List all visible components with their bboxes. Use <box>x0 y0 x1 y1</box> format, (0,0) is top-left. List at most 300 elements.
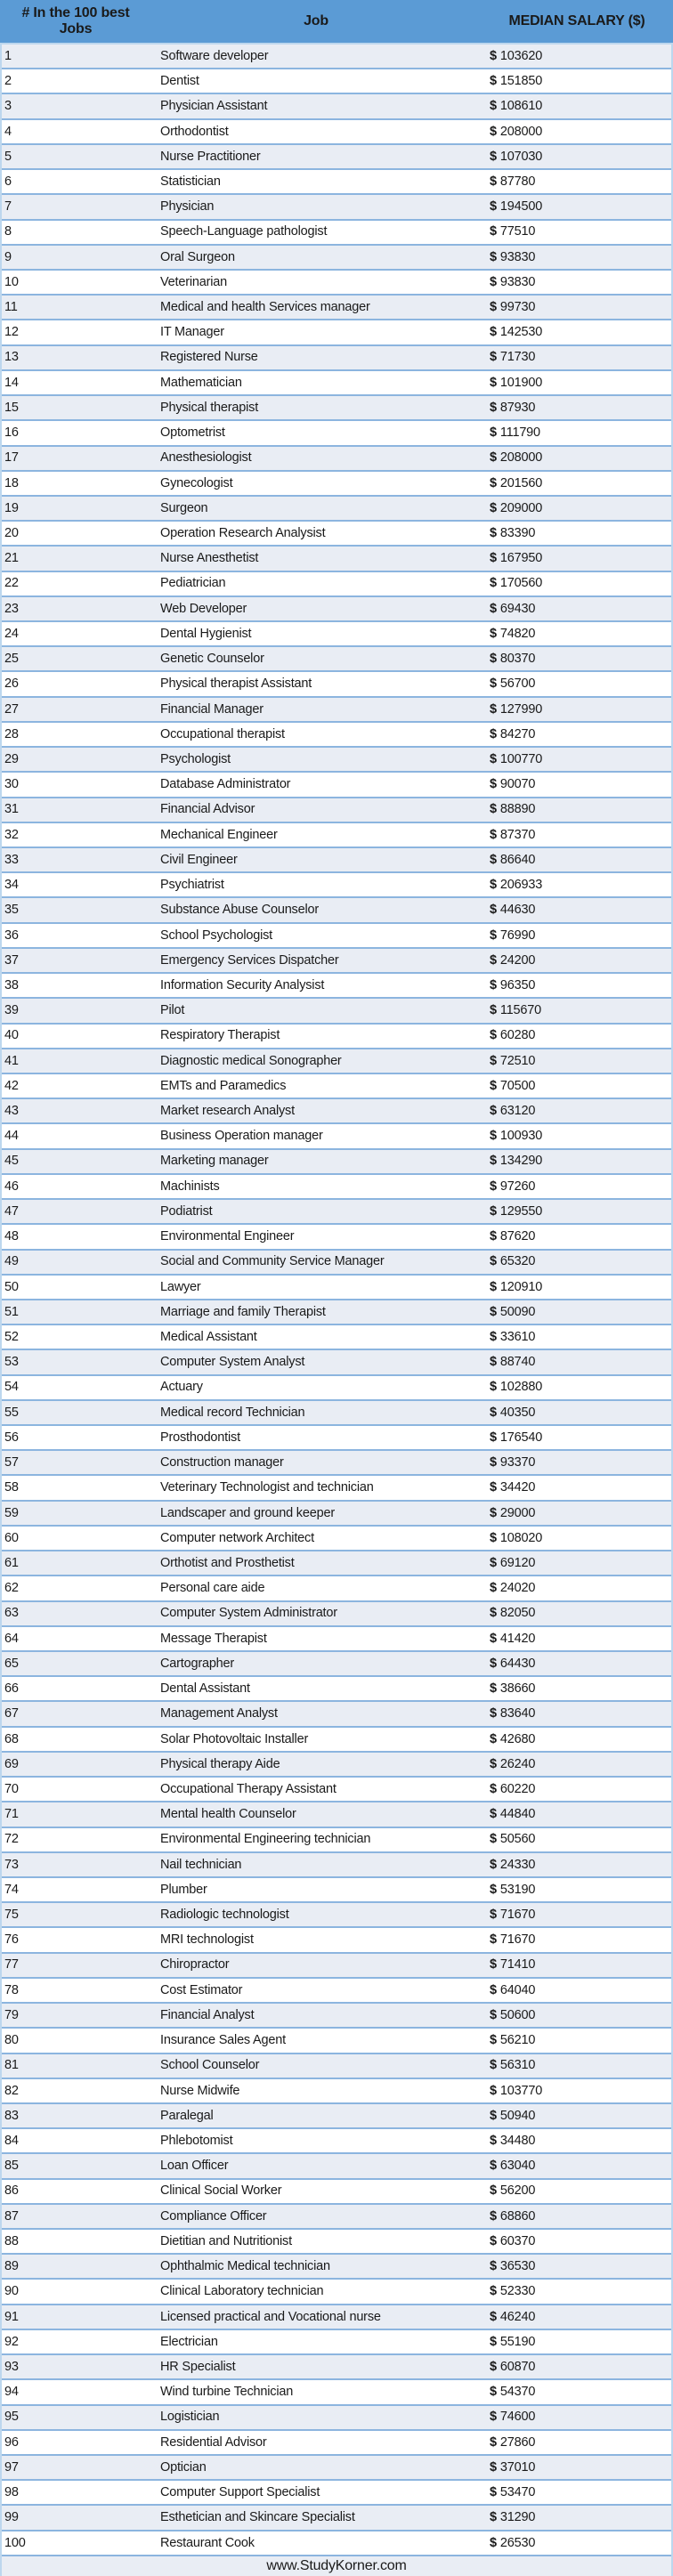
dollar-sign: $ <box>490 2108 497 2123</box>
table-row <box>2 2079 671 2104</box>
salary-amount: 24330 <box>499 1857 536 1872</box>
rank-cell: 65 <box>4 1656 19 1671</box>
rank-cell: 63 <box>4 1606 19 1621</box>
salary-amount: 87370 <box>499 827 536 842</box>
table-row <box>2 1200 671 1225</box>
rank-cell: 61 <box>4 1555 19 1570</box>
salary-cell <box>479 803 671 816</box>
salary-cell <box>479 2184 671 2198</box>
salary-cell <box>479 1958 671 1972</box>
salary-amount: 34480 <box>499 2134 536 2149</box>
rank-cell: 4 <box>4 124 12 139</box>
dollar-sign: $ <box>490 1053 497 1068</box>
table-row <box>2 45 671 69</box>
salary-cell <box>479 677 671 691</box>
job-cell: Cost Estimator <box>160 1982 243 1997</box>
job-cell: Loan Officer <box>160 2159 229 2174</box>
rank-cell: 83 <box>4 2108 19 2123</box>
job-cell: Phlebotomist <box>160 2134 233 2149</box>
rank-cell: 2 <box>4 74 12 89</box>
rank-cell: 37 <box>4 952 19 968</box>
rank-cell: 90 <box>4 2284 19 2299</box>
rank-cell: 53 <box>4 1355 19 1370</box>
table-row <box>2 974 671 999</box>
rank-cell: 18 <box>4 475 19 490</box>
job-cell: Podiatrist <box>160 1203 213 1219</box>
job-cell: Nurse Midwife <box>160 2083 240 2098</box>
dollar-sign: $ <box>490 652 497 667</box>
table-row <box>2 1602 671 1627</box>
job-cell: Occupational Therapy Assistant <box>160 1781 336 1796</box>
salary-cell <box>479 477 671 490</box>
dollar-sign: $ <box>490 2159 497 2174</box>
job-cell: Mechanical Engineer <box>160 827 278 842</box>
table-row <box>2 1350 671 1375</box>
job-cell: Pilot <box>160 1003 185 1018</box>
table-row <box>2 1702 671 1727</box>
rank-cell: 23 <box>4 601 19 616</box>
salary-cell <box>479 50 671 63</box>
dollar-sign: $ <box>490 224 497 239</box>
salary-amount: 46240 <box>499 2309 536 2324</box>
table-row <box>2 2481 671 2506</box>
job-cell: Computer Support Specialist <box>160 2485 320 2500</box>
rank-cell: 73 <box>4 1857 19 1872</box>
table-row <box>2 195 671 220</box>
dollar-sign: $ <box>490 852 497 867</box>
salary-cell <box>479 1456 671 1470</box>
table-row <box>2 421 671 446</box>
table-row <box>2 170 671 195</box>
dollar-sign: $ <box>490 1179 497 1194</box>
salary-amount: 53470 <box>499 2485 536 2500</box>
rank-cell: 15 <box>4 400 19 415</box>
rank-cell: 44 <box>4 1129 19 1144</box>
dollar-sign: $ <box>490 1706 497 1721</box>
dollar-sign: $ <box>490 726 497 741</box>
salary-cell <box>479 1682 671 1696</box>
rank-cell: 12 <box>4 325 19 340</box>
salary-cell <box>479 1180 671 1194</box>
rank-cell: 82 <box>4 2083 19 2098</box>
table-row <box>2 798 671 823</box>
dollar-sign: $ <box>490 1129 497 1144</box>
salary-cell <box>479 2085 671 2098</box>
salary-cell <box>479 628 671 641</box>
salary-cell <box>479 1507 671 1520</box>
job-cell: Web Developer <box>160 601 247 616</box>
salary-amount: 74600 <box>499 2410 536 2425</box>
rank-cell: 68 <box>4 1731 19 1746</box>
job-cell: School Counselor <box>160 2058 260 2073</box>
salary-cell <box>479 2537 671 2550</box>
job-cell: Insurance Sales Agent <box>160 2033 286 2048</box>
salary-amount: 27860 <box>499 2434 536 2450</box>
salary-cell <box>479 2511 671 2524</box>
salary-amount: 87930 <box>499 400 536 415</box>
salary-amount: 68860 <box>499 2208 536 2224</box>
job-cell: Operation Research Analysist <box>160 526 326 541</box>
salary-amount: 206933 <box>499 878 543 893</box>
salary-cell <box>479 225 671 239</box>
salary-cell <box>479 2210 671 2224</box>
job-cell: Financial Manager <box>160 701 264 717</box>
table-row <box>2 1376 671 1401</box>
dollar-sign: $ <box>490 2485 497 2500</box>
dollar-sign: $ <box>490 1857 497 1872</box>
dollar-sign: $ <box>490 777 497 792</box>
job-cell: Computer System Analyst <box>160 1355 305 1370</box>
salary-cell <box>479 377 671 390</box>
website-text: www.StudyKorner.com <box>266 2558 407 2573</box>
table-row <box>2 723 671 748</box>
dollar-sign: $ <box>490 701 497 717</box>
salary-cell <box>479 577 671 590</box>
table-row <box>2 2054 671 2079</box>
dollar-sign: $ <box>490 1405 497 1420</box>
salary-cell <box>479 1356 671 1369</box>
job-cell: Orthodontist <box>160 124 229 139</box>
rank-cell: 88 <box>4 2233 19 2248</box>
dollar-sign: $ <box>490 1932 497 1948</box>
dollar-sign: $ <box>490 325 497 340</box>
dollar-sign: $ <box>490 2334 497 2349</box>
rank-cell: 84 <box>4 2134 19 2149</box>
salary-amount: 208000 <box>499 124 543 139</box>
salary-amount: 42680 <box>499 1731 536 1746</box>
table-row <box>2 873 671 898</box>
job-cell: Nurse Practitioner <box>160 149 261 164</box>
table-row <box>2 346 671 371</box>
salary-amount: 129550 <box>499 1203 543 1219</box>
salary-amount: 83390 <box>499 526 536 541</box>
salary-cell <box>479 1381 671 1394</box>
salary-cell <box>479 1657 671 1671</box>
table-row <box>2 1778 671 1802</box>
salary-amount: 100770 <box>499 751 543 766</box>
salary-cell <box>479 1607 671 1620</box>
salary-cell <box>479 1230 671 1243</box>
table-row <box>2 1627 671 1652</box>
dollar-sign: $ <box>490 2410 497 2425</box>
dollar-sign: $ <box>490 1656 497 1671</box>
rank-cell: 34 <box>4 878 19 893</box>
rank-cell: 47 <box>4 1203 19 1219</box>
rank-cell: 36 <box>4 928 19 943</box>
salary-amount: 201560 <box>499 475 543 490</box>
footer <box>0 2556 673 2576</box>
salary-amount: 151850 <box>499 74 543 89</box>
job-cell: Software developer <box>160 48 269 63</box>
salary-amount: 44840 <box>499 1807 536 1822</box>
salary-amount: 34420 <box>499 1480 536 1495</box>
table-row <box>2 1903 671 1928</box>
salary-amount: 71670 <box>499 1908 536 1923</box>
salary-cell <box>479 879 671 892</box>
dollar-sign: $ <box>490 2434 497 2450</box>
header-job-column: Job <box>304 13 328 29</box>
table-row <box>2 1325 671 1350</box>
job-cell: Medical record Technician <box>160 1405 305 1420</box>
dollar-sign: $ <box>490 1505 497 1520</box>
table-row <box>2 647 671 672</box>
salary-amount: 115670 <box>499 1003 541 1018</box>
salary-amount: 54370 <box>499 2385 536 2400</box>
table-row <box>2 371 671 396</box>
job-cell: Mental health Counselor <box>160 1807 296 1822</box>
job-cell: Market research Analyst <box>160 1104 295 1119</box>
rank-cell: 27 <box>4 701 19 717</box>
salary-cell <box>479 2336 671 2349</box>
dollar-sign: $ <box>490 1832 497 1847</box>
salary-cell <box>479 2386 671 2399</box>
table-row <box>2 924 671 949</box>
salary-amount: 38660 <box>499 1681 536 1697</box>
salary-cell <box>479 2311 671 2324</box>
rank-cell: 32 <box>4 827 19 842</box>
rank-cell: 100 <box>4 2535 26 2550</box>
rank-cell: 35 <box>4 903 19 918</box>
table-row <box>2 2330 671 2355</box>
dollar-sign: $ <box>490 1355 497 1370</box>
salary-amount: 31290 <box>499 2510 536 2525</box>
salary-cell <box>479 2410 671 2424</box>
salary-cell <box>479 527 671 540</box>
dollar-sign: $ <box>490 1908 497 1923</box>
dollar-sign: $ <box>490 149 497 164</box>
rank-cell: 1 <box>4 48 12 63</box>
job-cell: Wind turbine Technician <box>160 2385 294 2400</box>
salary-cell <box>479 2361 671 2374</box>
dollar-sign: $ <box>490 977 497 992</box>
salary-cell <box>479 2235 671 2248</box>
salary-amount: 88890 <box>499 802 536 817</box>
salary-amount: 176540 <box>499 1430 543 1445</box>
salary-cell <box>479 652 671 666</box>
table-row <box>2 1527 671 1551</box>
table-row <box>2 522 671 547</box>
dollar-sign: $ <box>490 2058 497 2073</box>
table-body <box>0 45 673 2556</box>
table-row <box>2 1025 671 1049</box>
dollar-sign: $ <box>490 274 497 289</box>
rank-cell: 89 <box>4 2259 19 2274</box>
job-cell: Physical therapist <box>160 400 259 415</box>
salary-amount: 83640 <box>499 1706 536 1721</box>
job-cell: IT Manager <box>160 325 224 340</box>
salary-cell <box>479 1481 671 1495</box>
rank-cell: 98 <box>4 2485 19 2500</box>
table-row <box>2 572 671 597</box>
dollar-sign: $ <box>490 2134 497 2149</box>
dollar-sign: $ <box>490 1254 497 1269</box>
dollar-sign: $ <box>490 249 497 264</box>
job-cell: Speech-Language pathologist <box>160 224 328 239</box>
salary-amount: 93830 <box>499 249 536 264</box>
salary-amount: 84270 <box>499 726 536 741</box>
salary-amount: 69430 <box>499 601 536 616</box>
table-row <box>2 221 671 246</box>
salary-cell <box>479 1532 671 1545</box>
salary-cell <box>479 2159 671 2173</box>
salary-cell <box>479 326 671 339</box>
dollar-sign: $ <box>490 500 497 515</box>
dollar-sign: $ <box>490 2309 497 2324</box>
dollar-sign: $ <box>490 1203 497 1219</box>
job-cell: Nurse Anesthetist <box>160 551 259 566</box>
salary-amount: 65320 <box>499 1254 536 1269</box>
job-cell: Mathematician <box>160 375 242 390</box>
table-row <box>2 296 671 320</box>
salary-cell <box>479 150 671 164</box>
rank-cell: 3 <box>4 99 12 114</box>
salary-cell <box>479 1004 671 1017</box>
table-row <box>2 1728 671 1753</box>
salary-amount: 76990 <box>499 928 536 943</box>
salary-amount: 87780 <box>499 174 536 189</box>
job-cell: Ophthalmic Medical technician <box>160 2259 330 2274</box>
dollar-sign: $ <box>490 1581 497 1596</box>
rank-cell: 69 <box>4 1756 19 1771</box>
rank-cell: 76 <box>4 1932 19 1948</box>
rank-cell: 85 <box>4 2159 19 2174</box>
rank-cell: 31 <box>4 802 19 817</box>
job-cell: Clinical Social Worker <box>160 2183 282 2199</box>
dollar-sign: $ <box>490 1606 497 1621</box>
salary-cell <box>479 1557 671 1570</box>
header-salary-column: MEDIAN SALARY ($) <box>508 13 645 29</box>
job-cell: EMTs and Paramedics <box>160 1078 287 1093</box>
job-cell: Occupational therapist <box>160 726 285 741</box>
dollar-sign: $ <box>490 2259 497 2274</box>
rank-cell: 67 <box>4 1706 19 1721</box>
salary-amount: 88740 <box>499 1355 536 1370</box>
job-cell: Compliance Officer <box>160 2208 267 2224</box>
salary-cell <box>479 603 671 616</box>
rank-cell: 5 <box>4 149 12 164</box>
header-rank-column: # In the 100 best Jobs <box>21 5 130 36</box>
rank-cell: 50 <box>4 1279 19 1294</box>
dollar-sign: $ <box>490 1104 497 1119</box>
salary-amount: 102880 <box>499 1380 543 1395</box>
salary-cell <box>479 753 671 766</box>
salary-amount: 63040 <box>499 2159 536 2174</box>
rank-cell: 49 <box>4 1254 19 1269</box>
salary-amount: 60870 <box>499 2359 536 2374</box>
salary-amount: 64430 <box>499 1656 536 1671</box>
job-cell: Respiratory Therapist <box>160 1028 280 1043</box>
table-row <box>2 1225 671 1250</box>
table-row <box>2 447 671 472</box>
rank-cell: 10 <box>4 274 19 289</box>
dollar-sign: $ <box>490 576 497 591</box>
dollar-sign: $ <box>490 74 497 89</box>
rank-cell: 9 <box>4 249 12 264</box>
salary-amount: 50940 <box>499 2108 536 2123</box>
job-cell: Psychiatrist <box>160 878 224 893</box>
salary-amount: 63120 <box>499 1104 536 1119</box>
job-cell: Emergency Services Dispatcher <box>160 952 339 968</box>
dollar-sign: $ <box>490 425 497 441</box>
salary-cell <box>479 1883 671 1897</box>
table-row <box>2 672 671 697</box>
table-row <box>2 547 671 571</box>
job-cell: Lawyer <box>160 1279 201 1294</box>
salary-amount: 72510 <box>499 1053 536 1068</box>
job-cell: Statistician <box>160 174 221 189</box>
rank-cell: 78 <box>4 1982 19 1997</box>
salary-amount: 101900 <box>499 375 543 390</box>
rank-cell: 21 <box>4 551 19 566</box>
rank-cell: 99 <box>4 2510 19 2525</box>
salary-cell <box>479 1306 671 1319</box>
salary-cell <box>479 200 671 214</box>
salary-amount: 194500 <box>499 199 543 215</box>
rank-cell: 13 <box>4 350 19 365</box>
table-row <box>2 69 671 94</box>
dollar-sign: $ <box>490 1781 497 1796</box>
salary-amount: 97260 <box>499 1179 536 1194</box>
salary-amount: 209000 <box>499 500 543 515</box>
dollar-sign: $ <box>490 802 497 817</box>
job-cell: Actuary <box>160 1380 203 1395</box>
salary-amount: 55190 <box>499 2334 536 2349</box>
dollar-sign: $ <box>490 2233 497 2248</box>
table-row <box>2 2255 671 2280</box>
salary-cell <box>479 954 671 968</box>
salary-cell <box>479 1431 671 1445</box>
table-row <box>2 2154 671 2179</box>
salary-amount: 60220 <box>499 1781 536 1796</box>
rank-cell: 64 <box>4 1631 19 1646</box>
salary-cell <box>479 979 671 992</box>
rank-cell: 79 <box>4 2007 19 2022</box>
dollar-sign: $ <box>490 2007 497 2022</box>
salary-amount: 107030 <box>499 149 543 164</box>
salary-cell <box>479 1908 671 1922</box>
table-row <box>2 472 671 497</box>
job-cell: Registered Nurse <box>160 350 258 365</box>
table-row <box>2 1401 671 1426</box>
rank-cell: 96 <box>4 2434 19 2450</box>
job-cell: Pediatrician <box>160 576 226 591</box>
dollar-sign: $ <box>490 1304 497 1319</box>
salary-amount: 71410 <box>499 1957 536 1973</box>
salary-amount: 120910 <box>499 1279 543 1294</box>
table-row <box>2 622 671 647</box>
table-row <box>2 1979 671 2004</box>
job-cell: Cartographer <box>160 1656 235 1671</box>
job-cell: HR Specialist <box>160 2359 236 2374</box>
table-row <box>2 823 671 848</box>
job-cell: Medical Assistant <box>160 1330 257 1345</box>
salary-cell <box>479 1331 671 1344</box>
salary-amount: 50600 <box>499 2007 536 2022</box>
dollar-sign: $ <box>490 174 497 189</box>
salary-amount: 90070 <box>499 777 536 792</box>
salary-cell <box>479 1055 671 1068</box>
salary-cell <box>479 829 671 842</box>
dollar-sign: $ <box>490 2208 497 2224</box>
job-cell: Landscaper and ground keeper <box>160 1505 335 1520</box>
salary-amount: 56200 <box>499 2183 536 2199</box>
salary-cell <box>479 2285 671 2298</box>
table-row <box>2 396 671 421</box>
salary-amount: 41420 <box>499 1631 536 1646</box>
salary-cell <box>479 1808 671 1821</box>
table-row <box>2 1853 671 1878</box>
table-row <box>2 2180 671 2205</box>
